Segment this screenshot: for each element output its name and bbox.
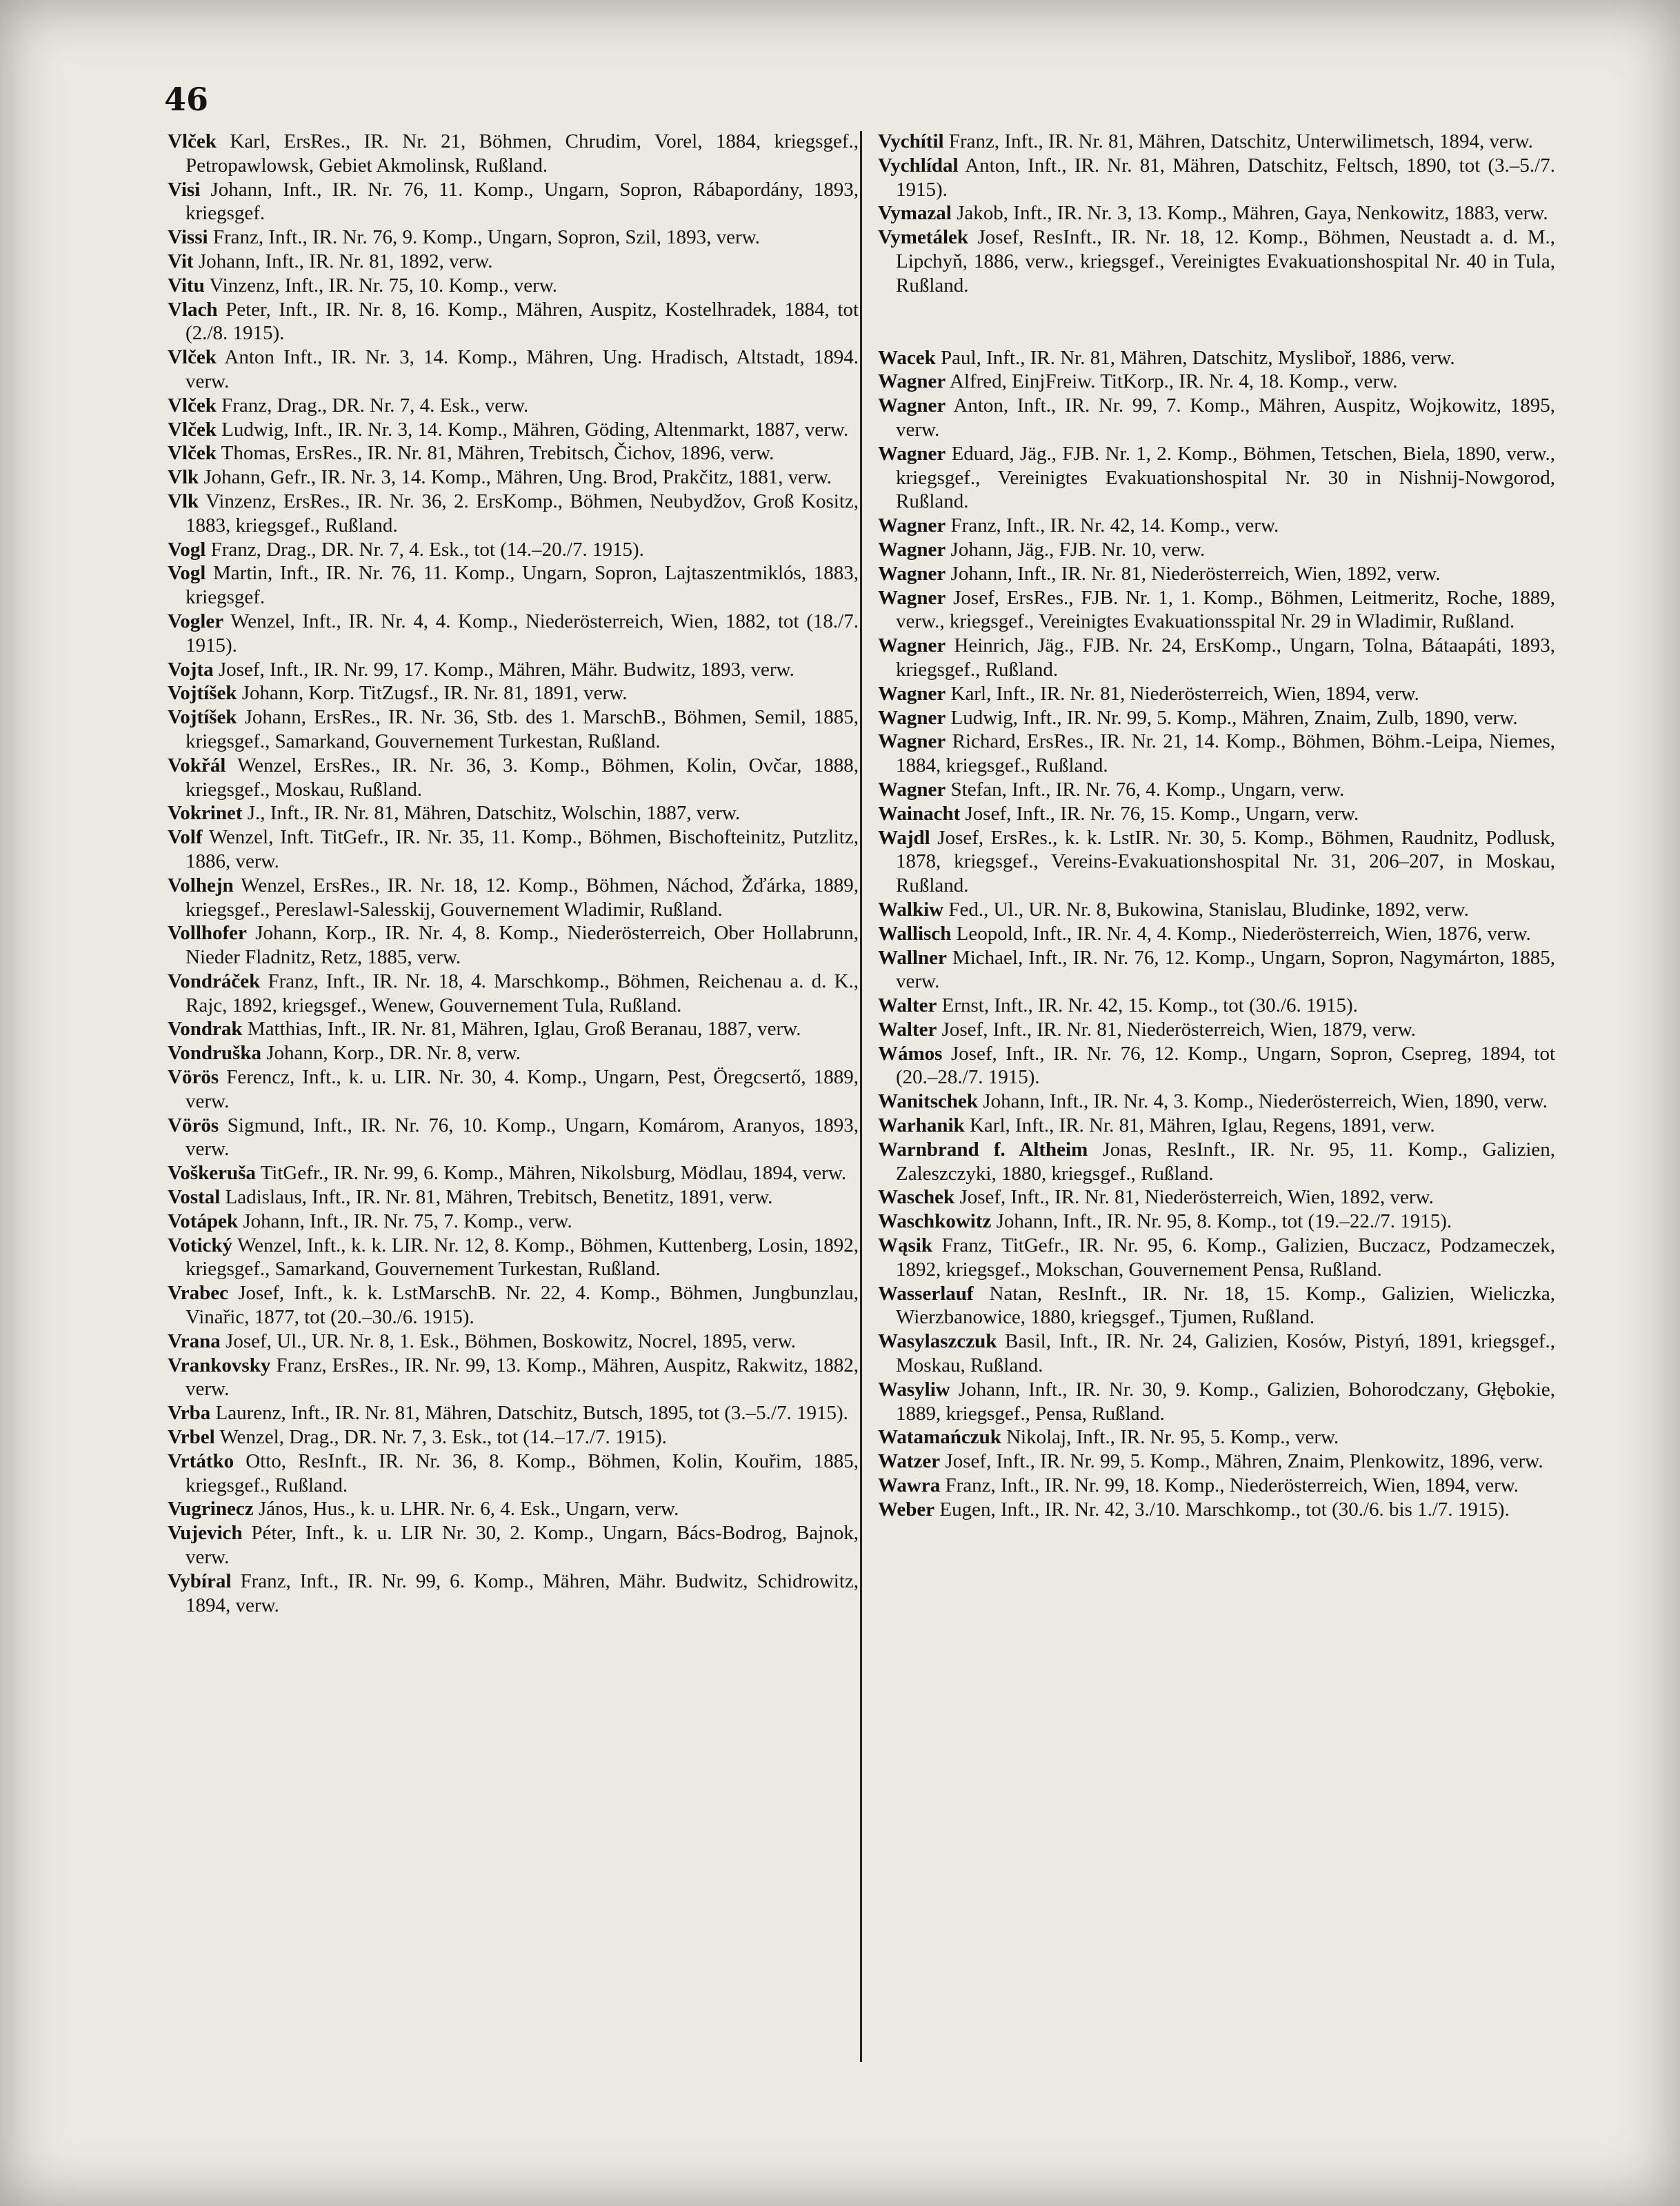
entry-surname: Walter [878, 1018, 937, 1041]
right-column-w-section [878, 346, 1555, 1522]
list-item [168, 1114, 859, 1162]
entry-surname: Wallner [878, 946, 947, 969]
list-item [878, 1090, 1555, 1114]
entry-surname: Vörös [168, 1066, 219, 1089]
entry-surname: Walkiw [878, 898, 944, 921]
entry-surname: Vollhofer [168, 922, 247, 945]
list-item [878, 1114, 1555, 1138]
entry-details: Otto, ResInft., IR. Nr. 36, 8. Komp., Böhmen, Kolin, Kouřim, 1885, kriegsgef., Rußland. [186, 1450, 859, 1496]
list-item [878, 562, 1555, 586]
list-item [878, 1378, 1555, 1426]
entry-details: Johann, Inft., IR. Nr. 81, Niederösterreich, Wien, 1892, verw. [950, 562, 1441, 585]
entry-details: Johann, Korp., IR. Nr. 4, 8. Komp., Niederösterreich, Ober Hollabrunn, Nieder Fladnitz, Retz, 1885, verw. [186, 922, 859, 969]
entry-surname: Vlček [168, 346, 217, 369]
entry-details: Karl, ErsRes., IR. Nr. 21, Böhmen, Chrudim, Vorel, 1884, kriegsgef., Petropawlowsk, Gebiet Akmolinsk, Rußland. [186, 130, 859, 177]
list-item [168, 178, 859, 226]
list-item [878, 946, 1555, 994]
entry-surname: Weber [878, 1498, 935, 1521]
right-column [878, 130, 1555, 1522]
list-item [168, 250, 859, 274]
list-item [878, 802, 1555, 826]
entry-surname: Vokrinet [168, 802, 243, 825]
entry-details: Karl, Inft., IR. Nr. 81, Mähren, Iglau, Regens, 1891, verw. [969, 1114, 1435, 1137]
entry-details: Fed., Ul., UR. Nr. 8, Bukowina, Stanislau, Bludinke, 1892, verw. [948, 898, 1469, 921]
entry-details: Josef, Inft., IR. Nr. 99, 17. Komp., Mähren, Mähr. Budwitz, 1893, verw. [218, 658, 794, 681]
entry-details: Franz, Inft., IR. Nr. 81, Mähren, Datschitz, Unterwilimetsch, 1894, verw. [948, 130, 1533, 152]
entry-details: Josef, Inft., k. k. LstMarschB. Nr. 22, 4. Komp., Böhmen, Jungbunzlau, Vinařic, 1877, tot (20.–30./6. 1915). [186, 1282, 859, 1329]
entry-surname: Vostal [168, 1186, 221, 1209]
entry-surname: Vlček [168, 130, 217, 152]
entry-surname: Volf [168, 826, 203, 849]
entry-surname: Votický [168, 1234, 232, 1256]
entry-surname: Vrabec [168, 1282, 229, 1305]
list-item [878, 1498, 1555, 1522]
list-item [878, 442, 1555, 514]
list-item [878, 634, 1555, 682]
list-item [168, 1401, 859, 1425]
entry-details: Matthias, Inft., IR. Nr. 81, Mähren, Iglau, Groß Beranau, 1887, verw. [247, 1018, 801, 1041]
entry-surname: Vissi [168, 226, 208, 249]
entry-details: Josef, Inft., IR. Nr. 76, 12. Komp., Ungarn, Sopron, Csepreg, 1894, tot (20.–28./7. 1915). [896, 1042, 1556, 1089]
list-item [878, 1018, 1555, 1042]
entry-surname: Wagner [878, 682, 946, 705]
list-item [878, 898, 1555, 922]
entry-surname: Wagner [878, 538, 946, 561]
entry-surname: Vogl [168, 562, 206, 585]
entry-details: Ladislaus, Inft., IR. Nr. 81, Mähren, Trebitsch, Benetitz, 1891, verw. [225, 1186, 773, 1209]
list-item [168, 681, 859, 705]
entry-surname: Vlček [168, 418, 217, 441]
entry-details: Ludwig, Inft., IR. Nr. 3, 14. Komp., Mähren, Göding, Altenmarkt, 1887, verw. [221, 418, 849, 441]
entry-surname: Vujevich [168, 1522, 243, 1545]
entry-surname: Vrbel [168, 1426, 215, 1449]
list-item [878, 1210, 1555, 1234]
list-item [168, 561, 859, 610]
entry-surname: Vogler [168, 610, 224, 632]
entry-details: Johann, Korp., DR. Nr. 8, verw. [266, 1042, 521, 1065]
list-item [168, 274, 859, 298]
list-item [168, 658, 859, 682]
entry-surname: Vogl [168, 538, 206, 561]
entry-surname: Wallisch [878, 922, 952, 945]
entry-details: Jakob, Inft., IR. Nr. 3, 13. Komp., Mähren, Gaya, Nenkowitz, 1883, verw. [957, 202, 1548, 225]
right-column-v-section [878, 130, 1555, 298]
list-item [878, 201, 1555, 225]
entry-surname: Wagner [878, 562, 946, 585]
entry-surname: Wámos [878, 1042, 943, 1065]
entry-details: Natan, ResInft., IR. Nr. 18, 15. Komp., Galizien, Wieliczka, Wierzbanowice, 1880, kriegsgef., Tjumen, Rußland. [896, 1282, 1555, 1329]
entry-surname: Wagner [878, 514, 946, 537]
list-item [878, 370, 1555, 394]
list-item [168, 1570, 859, 1618]
entry-surname: Wanitschek [878, 1090, 979, 1113]
entry-details: Johann, Inft., IR. Nr. 76, 11. Komp., Ungarn, Sopron, Rábapordány, 1893, kriegsgef. [186, 178, 859, 225]
entry-details: Johann, Inft., IR. Nr. 4, 3. Komp., Niederösterreich, Wien, 1890, verw. [983, 1090, 1548, 1113]
entry-details: Peter, Inft., IR. Nr. 8, 16. Komp., Mähren, Auspitz, Kostelhradek, 1884, tot (2./8. 1915). [186, 298, 859, 345]
list-item [168, 921, 859, 970]
entry-details: Péter, Inft., k. u. LIR Nr. 30, 2. Komp., Ungarn, Bács-Bodrog, Bajnok, verw. [186, 1522, 859, 1569]
list-item [168, 801, 859, 825]
entry-details: Paul, Inft., IR. Nr. 81, Mähren, Datschitz, Mysliboř, 1886, verw. [941, 346, 1455, 369]
entry-details: Martin, Inft., IR. Nr. 76, 11. Komp., Ungarn, Sopron, Lajtaszentmiklós, 1883, kriegsgef. [186, 562, 859, 609]
entry-details: Stefan, Inft., IR. Nr. 76, 4. Komp., Ungarn, verw. [950, 778, 1345, 801]
entry-details: Johann, Inft., IR. Nr. 30, 9. Komp., Galizien, Bohorodczany, Głębokie, 1889, kriegsgef., Pensa, Rußland. [896, 1378, 1555, 1425]
entry-details: Josef, Inft., IR. Nr. 81, Niederösterreich, Wien, 1879, verw. [941, 1018, 1417, 1041]
entry-details: Josef, Inft., IR. Nr. 99, 5. Komp., Mähren, Znaim, Plenkowitz, 1896, verw. [945, 1450, 1543, 1473]
list-item [168, 394, 859, 418]
entry-surname: Vondráček [168, 970, 261, 992]
list-item [878, 346, 1555, 370]
list-item [878, 706, 1555, 730]
entry-details: Anton, Inft., IR. Nr. 99, 7. Komp., Mähren, Auspitz, Wojkowitz, 1895, verw. [896, 394, 1555, 441]
list-item [878, 778, 1555, 802]
entry-surname: Vrtátko [168, 1450, 234, 1472]
entry-details: Wenzel, Drag., DR. Nr. 7, 3. Esk., tot (14.–17./7. 1915). [219, 1426, 667, 1449]
entry-details: Johann, ErsRes., IR. Nr. 36, Stb. des 1. MarschB., Böhmen, Semil, 1885, kriegsgef., Samarkand, Gouvernement Turkestan, Rußland. [186, 706, 859, 752]
list-item [168, 1497, 859, 1521]
entry-details: Johann, Inft., IR. Nr. 81, 1892, verw. [198, 250, 493, 272]
list-item [168, 1425, 859, 1450]
entry-details: Wenzel, Inft., IR. Nr. 4, 4. Komp., Niederösterreich, Wien, 1882, tot (18./7. 1915). [186, 610, 859, 656]
list-item [878, 225, 1555, 297]
entry-surname: Wagner [878, 706, 946, 729]
entry-details: Wenzel, ErsRes., IR. Nr. 36, 3. Komp., Böhmen, Kolin, Ovčar, 1888, kriegsgef., Moskau, Rußland. [186, 754, 859, 801]
list-item [168, 705, 859, 754]
list-item [878, 1185, 1555, 1210]
entry-surname: Vymazal [878, 202, 952, 225]
entry-surname: Vondrak [168, 1018, 243, 1041]
entry-surname: Vychlídal [878, 154, 959, 177]
list-item [168, 874, 859, 922]
list-item [168, 1234, 859, 1282]
entry-details: Franz, Inft., IR. Nr. 76, 9. Komp., Ungarn, Sopron, Szil, 1893, verw. [212, 226, 760, 249]
list-item [168, 1330, 859, 1354]
entry-details: TitGefr., IR. Nr. 99, 6. Komp., Mähren, Nikolsburg, Mödlau, 1894, verw. [260, 1162, 847, 1185]
entry-details: Ernst, Inft., IR. Nr. 42, 15. Komp., tot (30./6. 1915). [941, 994, 1358, 1017]
entry-surname: Vlk [168, 466, 199, 489]
list-item [168, 298, 859, 346]
entry-surname: Vybíral [168, 1570, 232, 1592]
entry-details: Nikolaj, Inft., IR. Nr. 95, 5. Komp., verw. [1006, 1426, 1339, 1449]
entry-details: Ludwig, Inft., IR. Nr. 99, 5. Komp., Mähren, Znaim, Zulb, 1890, verw. [950, 706, 1518, 729]
entry-details: Josef, Inft., IR. Nr. 76, 15. Komp., Ungarn, verw. [965, 802, 1359, 825]
entry-details: Franz, Inft., IR. Nr. 99, 18. Komp., Niederösterreich, Wien, 1894, verw. [945, 1474, 1519, 1497]
entry-surname: Visi [168, 178, 201, 201]
entry-details: Josef, ResInft., IR. Nr. 18, 12. Komp., Böhmen, Neustadt a. d. M., Lipchyň, 1886, verw., kriegsgef., Vereinigtes Evakuationshospital Nr. 40 in Tula, Rußland. [896, 226, 1555, 297]
entry-details: Josef, ErsRes., k. k. LstIR. Nr. 30, 5. Komp., Böhmen, Raudnitz, Podlusk, 1878, kriegsgef., Vereins-Evakuationshospital Nr. 31, 206–207, in Moskau, Rußland. [896, 826, 1555, 897]
entry-details: Johann, Gefr., IR. Nr. 3, 14. Komp., Mähren, Ung. Brod, Prakčitz, 1881, verw. [203, 466, 832, 489]
entry-details: Josef, ErsRes., FJB. Nr. 1, 1. Komp., Böhmen, Leitmeritz, Roche, 1889, verw., kriegsgef., Vereinigtes Evakuationsspital Nr. 29 in Wladimir, Rußland. [896, 586, 1556, 633]
entry-surname: Vokřál [168, 754, 226, 776]
entry-surname: Vojtíšek [168, 682, 237, 705]
list-item [878, 514, 1555, 538]
entry-details: Franz, ErsRes., IR. Nr. 99, 13. Komp., Mähren, Auspitz, Rakwitz, 1882, verw. [186, 1354, 859, 1401]
entry-details: Anton, Inft., IR. Nr. 81, Mähren, Datschitz, Feltsch, 1890, tot (3.–5./7. 1915). [896, 154, 1555, 201]
list-item [168, 465, 859, 490]
section-gap [878, 298, 1555, 346]
list-item [168, 418, 859, 442]
entry-details: Wenzel, Inft. TitGefr., IR. Nr. 35, 11. Komp., Böhmen, Bischofteinitz, Putzlitz, 1886, verw. [186, 826, 859, 872]
list-item [878, 154, 1555, 202]
entry-details: Michael, Inft., IR. Nr. 76, 12. Komp., Ungarn, Sopron, Nagymárton, 1885, verw. [896, 946, 1556, 993]
entry-details: Jonas, ResInft., IR. Nr. 95, 11. Komp., Galizien, Zaleszczyki, 1880, kriegsgef., Rußland. [896, 1138, 1555, 1185]
entry-details: Alfred, EinjFreiw. TitKorp., IR. Nr. 4, 18. Komp., verw. [949, 370, 1398, 393]
list-item [168, 1450, 859, 1498]
list-item [878, 994, 1555, 1018]
entry-details: Wenzel, ErsRes., IR. Nr. 18, 12. Komp., Böhmen, Náchod, Žďárka, 1889, kriegsgef., Pereslawl-Salesskij, Gouvernement Wladimir, Rußland. [186, 874, 859, 921]
entry-surname: Wagner [878, 730, 946, 753]
list-item [168, 1065, 859, 1114]
list-item [878, 826, 1555, 898]
entry-surname: Vrba [168, 1402, 211, 1425]
list-item [168, 345, 859, 394]
entry-surname: Votápek [168, 1210, 239, 1232]
entry-surname: Wainacht [878, 802, 961, 825]
entry-surname: Vychítil [878, 130, 944, 152]
list-item [168, 490, 859, 538]
list-item [168, 1281, 859, 1330]
entry-details: Johann, Inft., IR. Nr. 75, 7. Komp., verw. [243, 1210, 572, 1232]
entry-surname: Vit [168, 250, 194, 272]
entry-surname: Wawra [878, 1474, 941, 1497]
list-item [878, 1042, 1555, 1090]
list-item [878, 1138, 1555, 1186]
entry-details: Karl, Inft., IR. Nr. 81, Niederösterreich, Wien, 1894, verw. [950, 682, 1419, 705]
entry-surname: Vrankovsky [168, 1354, 271, 1376]
entry-details: Leopold, Inft., IR. Nr. 4, 4. Komp., Niederösterreich, Wien, 1876, verw. [956, 922, 1531, 945]
entry-details: Eduard, Jäg., FJB. Nr. 1, 2. Komp., Böhmen, Tetschen, Biela, 1890, verw., kriegsgef., Vereinigtes Evakuationshospital Nr. 30 in Nishnij-Nowgorod, Rußland. [896, 442, 1556, 513]
entry-surname: Wasyliw [878, 1378, 950, 1401]
entry-details: Josef, Ul., UR. Nr. 8, 1. Esk., Böhmen, Boskowitz, Nocrel, 1895, verw. [226, 1330, 796, 1352]
list-item [168, 1185, 859, 1210]
entry-surname: Vlach [168, 298, 218, 321]
entry-surname: Vojta [168, 658, 214, 681]
entry-details: Richard, ErsRes., IR. Nr. 21, 14. Komp., Böhmen, Böhm.-Leipa, Niemes, 1884, kriegsgef., Rußland. [896, 730, 1555, 777]
list-item [878, 1282, 1555, 1330]
entry-surname: Wajdl [878, 826, 930, 849]
entry-details: Franz, Drag., DR. Nr. 7, 4. Esk., tot (14.–20./7. 1915). [210, 538, 644, 561]
list-item [168, 1521, 859, 1570]
entry-surname: Vlček [168, 394, 217, 417]
entry-surname: Vojtíšek [168, 706, 237, 729]
entry-details: Thomas, ErsRes., IR. Nr. 81, Mähren, Trebitsch, Čichov, 1896, verw. [221, 442, 774, 465]
entry-surname: Wagner [878, 778, 946, 801]
entry-details: J., Inft., IR. Nr. 81, Mähren, Datschitz, Wolschin, 1887, verw. [247, 802, 741, 825]
list-item [168, 825, 859, 874]
entry-surname: Vymetálek [878, 226, 969, 249]
entry-surname: Wagner [878, 634, 946, 657]
list-item [168, 1161, 859, 1185]
entry-details: Franz, TitGefr., IR. Nr. 95, 6. Komp., Galizien, Buczacz, Podzameczek, 1892, kriegsgef., Mokschan, Gouvernement Pensa, Rußland. [896, 1234, 1556, 1281]
entry-surname: Wacek [878, 346, 936, 369]
entry-surname: Voškeruša [168, 1162, 256, 1185]
entry-details: János, Hus., k. u. LHR. Nr. 6, 4. Esk., Ungarn, verw. [258, 1498, 679, 1521]
entry-details: Laurenz, Inft., IR. Nr. 81, Mähren, Datschitz, Butsch, 1895, tot (3.–5./7. 1915). [215, 1402, 848, 1425]
list-item [168, 1210, 859, 1234]
list-item [168, 1017, 859, 1041]
list-item [168, 1041, 859, 1065]
entry-surname: Wasserlauf [878, 1282, 974, 1305]
entry-surname: Vondruška [168, 1042, 261, 1065]
list-item [878, 1425, 1555, 1450]
entry-surname: Wagner [878, 394, 946, 417]
entry-details: Sigmund, Inft., IR. Nr. 76, 10. Komp., Ungarn, Komárom, Aranyos, 1893, verw. [186, 1114, 859, 1161]
list-item [878, 538, 1555, 562]
entry-surname: Vitu [168, 274, 205, 297]
entry-details: Franz, Drag., DR. Nr. 7, 4. Esk., verw. [221, 394, 529, 417]
entry-details: Johann, Korp. TitZugsf., IR. Nr. 81, 1891, verw. [241, 682, 628, 705]
list-item [168, 225, 859, 250]
entry-surname: Vlk [168, 490, 199, 512]
entry-details: Josef, Inft., IR. Nr. 81, Niederösterreich, Wien, 1892, verw. [959, 1186, 1434, 1209]
entry-surname: Wąsik [878, 1234, 932, 1257]
list-item [878, 1234, 1555, 1282]
list-item [168, 441, 859, 465]
entry-surname: Wagner [878, 586, 946, 609]
entry-surname: Watzer [878, 1450, 941, 1473]
list-item [168, 610, 859, 658]
list-item [878, 922, 1555, 946]
list-item [878, 394, 1555, 442]
entry-surname: Wasylaszczuk [878, 1330, 997, 1353]
entry-surname: Vugrinecz [168, 1498, 254, 1521]
list-item [168, 754, 859, 802]
entry-details: Anton Inft., IR. Nr. 3, 14. Komp., Mähren, Ung. Hradisch, Altstadt, 1894. verw. [186, 346, 859, 392]
entry-details: Franz, Inft., IR. Nr. 42, 14. Komp., verw. [950, 514, 1279, 537]
entry-details: Heinrich, Jäg., FJB. Nr. 24, ErsKomp., Ungarn, Tolna, Bátaapáti, 1893, kriegsgef., Rußland. [896, 634, 1555, 681]
entry-details: Wenzel, Inft., k. k. LIR. Nr. 12, 8. Komp., Böhmen, Kuttenberg, Losin, 1892, kriegsgef., Samarkand, Gouvernement Turkestan, Rußland. [186, 1234, 859, 1281]
entry-details: Ferencz, Inft., k. u. LIR. Nr. 30, 4. Komp., Ungarn, Pest, Öregcsertő, 1889, verw. [186, 1066, 859, 1112]
entry-surname: Vlček [168, 442, 217, 465]
entry-surname: Warhanik [878, 1114, 965, 1137]
column-divider [860, 131, 862, 2062]
entry-surname: Vörös [168, 1114, 219, 1136]
list-item [878, 1474, 1555, 1498]
entry-surname: Walter [878, 994, 937, 1017]
list-item [168, 970, 859, 1018]
entry-details: Vinzenz, Inft., IR. Nr. 75, 10. Komp., verw. [209, 274, 558, 297]
list-item [878, 130, 1555, 154]
entry-surname: Vrana [168, 1330, 221, 1352]
entry-surname: Wagner [878, 442, 946, 465]
entry-surname: Wagner [878, 370, 946, 393]
page-number: 46 [164, 81, 209, 118]
entry-surname: Volhejn [168, 874, 234, 896]
entry-details: Vinzenz, ErsRes., IR. Nr. 36, 2. ErsKomp., Böhmen, Neubydžov, Groß Kositz, 1883, kriegsgef., Rußland. [186, 490, 859, 537]
entry-details: Eugen, Inft., IR. Nr. 42, 3./10. Marschkomp., tot (30./6. bis 1./7. 1915). [939, 1498, 1510, 1521]
entry-surname: Waschek [878, 1186, 955, 1209]
left-column [168, 130, 859, 1617]
list-item [878, 586, 1555, 634]
list-item [878, 682, 1555, 706]
list-item [878, 1450, 1555, 1474]
entry-details: Johann, Jäg., FJB. Nr. 10, verw. [950, 538, 1206, 561]
list-item [878, 730, 1555, 778]
list-item [878, 1330, 1555, 1378]
entry-surname: Warnbrand f. Altheim [878, 1138, 1088, 1161]
entry-surname: Watamańczuk [878, 1426, 1001, 1449]
list-item [168, 538, 859, 562]
entry-details: Franz, Inft., IR. Nr. 99, 6. Komp., Mähren, Mähr. Budwitz, Schidrowitz, 1894, verw. [186, 1570, 859, 1616]
entry-surname: Waschkowitz [878, 1210, 992, 1233]
entry-details: Basil, Inft., IR. Nr. 24, Galizien, Kosów, Pistyń, 1891, kriegsgef., Moskau, Rußland. [896, 1330, 1555, 1377]
list-item [168, 1354, 859, 1402]
list-item [168, 130, 859, 178]
entry-details: Johann, Inft., IR. Nr. 95, 8. Komp., tot (19.–22./7. 1915). [996, 1210, 1452, 1233]
entry-details: Franz, Inft., IR. Nr. 18, 4. Marschkomp., Böhmen, Reichenau a. d. K., Rajc, 1892, kriegsgef., Wenew, Gouvernement Tula, Rußland. [186, 970, 859, 1016]
